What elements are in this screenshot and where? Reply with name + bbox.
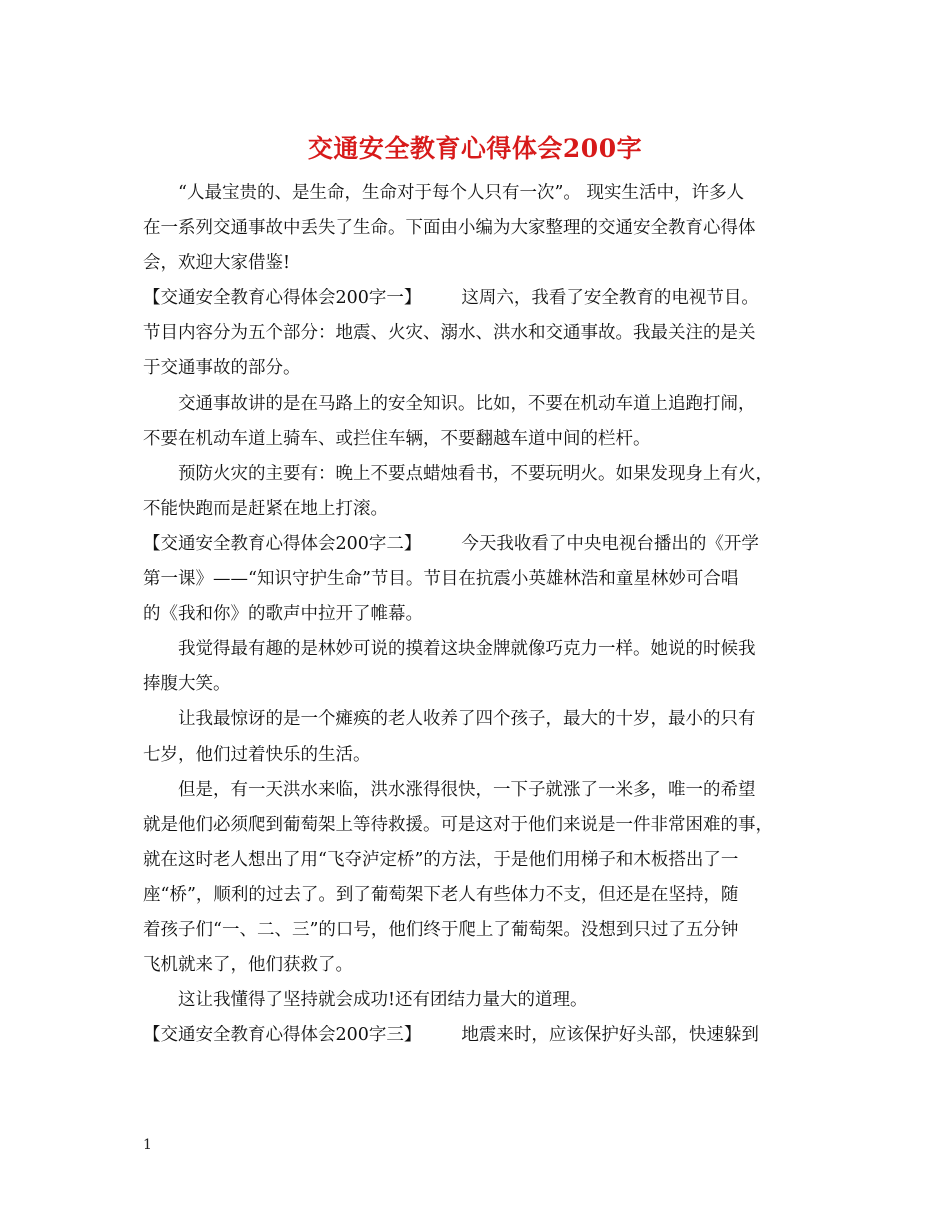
paragraph-text: 地震来时，应该保护好头部，快速躲到 [461,1025,759,1046]
paragraph-line: 在一系列交通事故中丢失了生命。下面由小编为大家整理的交通安全教育心得体 [143,218,756,239]
paragraph-line: 七岁，他们过着快乐的生活。 [143,744,371,765]
paragraph-line: 不要在机动车道上骑车、或拦住车辆，不要翻越车道中间的栏杆。 [143,428,651,449]
section-line-2 [143,527,811,562]
paragraph-line: 捧腹大笑。 [143,674,231,695]
section-heading-1: 【交通安全教育心得体会200字一】 [143,288,422,309]
paragraph-line: 预防火灾的主要有：晚上不要点蜡烛看书，不要玩明火。如果发现身上有火， [178,463,773,484]
paragraph-line: 但是，有一天洪水来临，洪水涨得很快，一下子就涨了一米多，唯一的希望 [178,779,756,800]
paragraph-line: 飞机就来了，他们获救了。 [143,955,353,976]
section-line-1 [143,281,811,316]
paragraph-line: 就是他们必须爬到葡萄架上等待救援。可是这对于他们来说是一件非常困难的事， [143,814,773,835]
paragraph-line: 着孩子们“一、二、三”的口号，他们终于爬上了葡萄架。没想到只过了五分钟 [143,919,739,940]
paragraph-text: 这周六，我看了安全教育的电视节目。 [461,288,759,309]
section-heading-3: 【交通安全教育心得体会200字三】 [143,1025,422,1046]
page-number: 1 [143,1137,152,1153]
paragraph-text: 今天我收看了中央电视台播出的《开学 [461,533,759,554]
section-line-3 [143,1018,811,1053]
paragraph-line: 这让我懂得了坚持就会成功!还有团结力量大的道理。 [178,990,588,1011]
document-body [143,176,811,1053]
paragraph-line: 不能快跑而是赶紧在地上打滚。 [143,498,388,519]
document-title: 交通安全教育心得体会200字 [307,134,643,163]
paragraph-line: 我觉得最有趣的是林妙可说的摸着这块金牌就像巧克力一样。她说的时候我 [178,639,756,660]
paragraph-line: “人最宝贵的、是生命，生命对于每个人只有一次”。 现实生活中，许多人 [178,183,744,203]
paragraph-line: 节目内容分为五个部分：地震、火灾、溺水、洪水和交通事故。我最关注的是关 [143,323,756,344]
paragraph-line: 座“桥”，顺利的过去了。到了葡萄架下老人有些体力不支，但还是在坚持，随 [143,884,739,905]
section-heading-2: 【交通安全教育心得体会200字二】 [143,533,422,554]
paragraph-line: 交通事故讲的是在马路上的安全知识。比如，不要在机动车道上追跑打闹， [178,393,756,414]
paragraph-line: 让我最惊讶的是一个瘫痪的老人收养了四个孩子，最大的十岁，最小的只有 [178,709,756,730]
paragraph-line: 就在这时老人想出了用“飞夺泸定桥”的方法，于是他们用梯子和木板搭出了一 [143,849,739,870]
paragraph-line: 于交通事故的部分。 [143,358,301,379]
paragraph-line: 第一课》——“知识守护生命”节目。节目在抗震小英雄林浩和童星林妙可合唱 [143,569,739,590]
paragraph-line: 会，欢迎大家借鉴! [143,253,291,274]
paragraph-line: 的《我和你》的歌声中拉开了帷幕。 [143,604,423,625]
